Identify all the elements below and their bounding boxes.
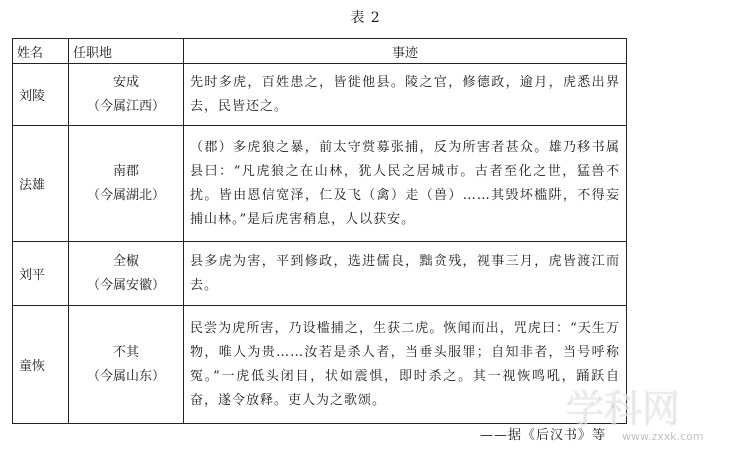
official-deeds: 先时多虎，百姓患之，皆徙他县。陵之官，修德政，逾月，虎悉出界去，民皆还之。 [184,64,627,126]
office-place [69,64,184,126]
office-place [69,306,184,424]
official-name: 法雄 [13,126,69,242]
place-note: （今属湖北） [86,187,165,203]
office-place [69,242,184,306]
table-title: 表 2 [350,10,381,26]
header-place: 任职地 [69,39,184,64]
official-deeds: （郡）多虎狼之暴，前太守赏募张捕，反为所害者甚众。雄乃移书属县曰：“凡虎狼之在山林，犹人民之居城市。古者至化之世，猛兽不扰。皆由恩信宽泽，仁及飞（禽）走（兽）……其毁坏槛阱，不得妄捕山林。”是后虎害稍息，人以获安。 [184,126,627,242]
place-name: 安成 [112,74,139,90]
official-name: 童恢 [13,306,69,424]
place-name: 不其 [112,344,139,360]
table-row [13,64,627,126]
table-row [13,306,627,424]
table-row [13,242,627,306]
official-name: 刘平 [13,242,69,306]
table-row [13,126,627,242]
source-citation: ——据《后汉书》等 [480,428,607,443]
office-place [69,126,184,242]
header-deeds: 事迹 [184,39,627,64]
header-name: 姓名 [13,39,69,64]
place-name: 全椒 [112,253,139,269]
official-deeds: 民尝为虎所害，乃设槛捕之，生获二虎。恢闻而出，咒虎曰：“天生万物，唯人为贵……汝若是杀人者，当垂头服罪；自知非者，当号呼称冤。”一虎低头闭目，状如震惧，即时杀之。其一视恢鸣吼，踊跃自奋，遂令放释。吏人为之歌颂。 [184,306,627,424]
place-note: （今属江西） [86,98,165,114]
watermark-url: www.zxxk.com [622,430,704,443]
watermark-text: 学科网 [566,387,681,431]
official-deeds: 县多虎为害，平到修政，选进儒良，黜贪残，视事三月，虎皆渡江而去。 [184,242,627,306]
official-name: 刘陵 [13,64,69,126]
header-row [13,39,627,64]
place-note: （今属安徽） [86,277,165,293]
officials-table [12,38,627,424]
place-name: 南郡 [112,163,139,179]
place-note: （今属山东） [86,368,165,384]
